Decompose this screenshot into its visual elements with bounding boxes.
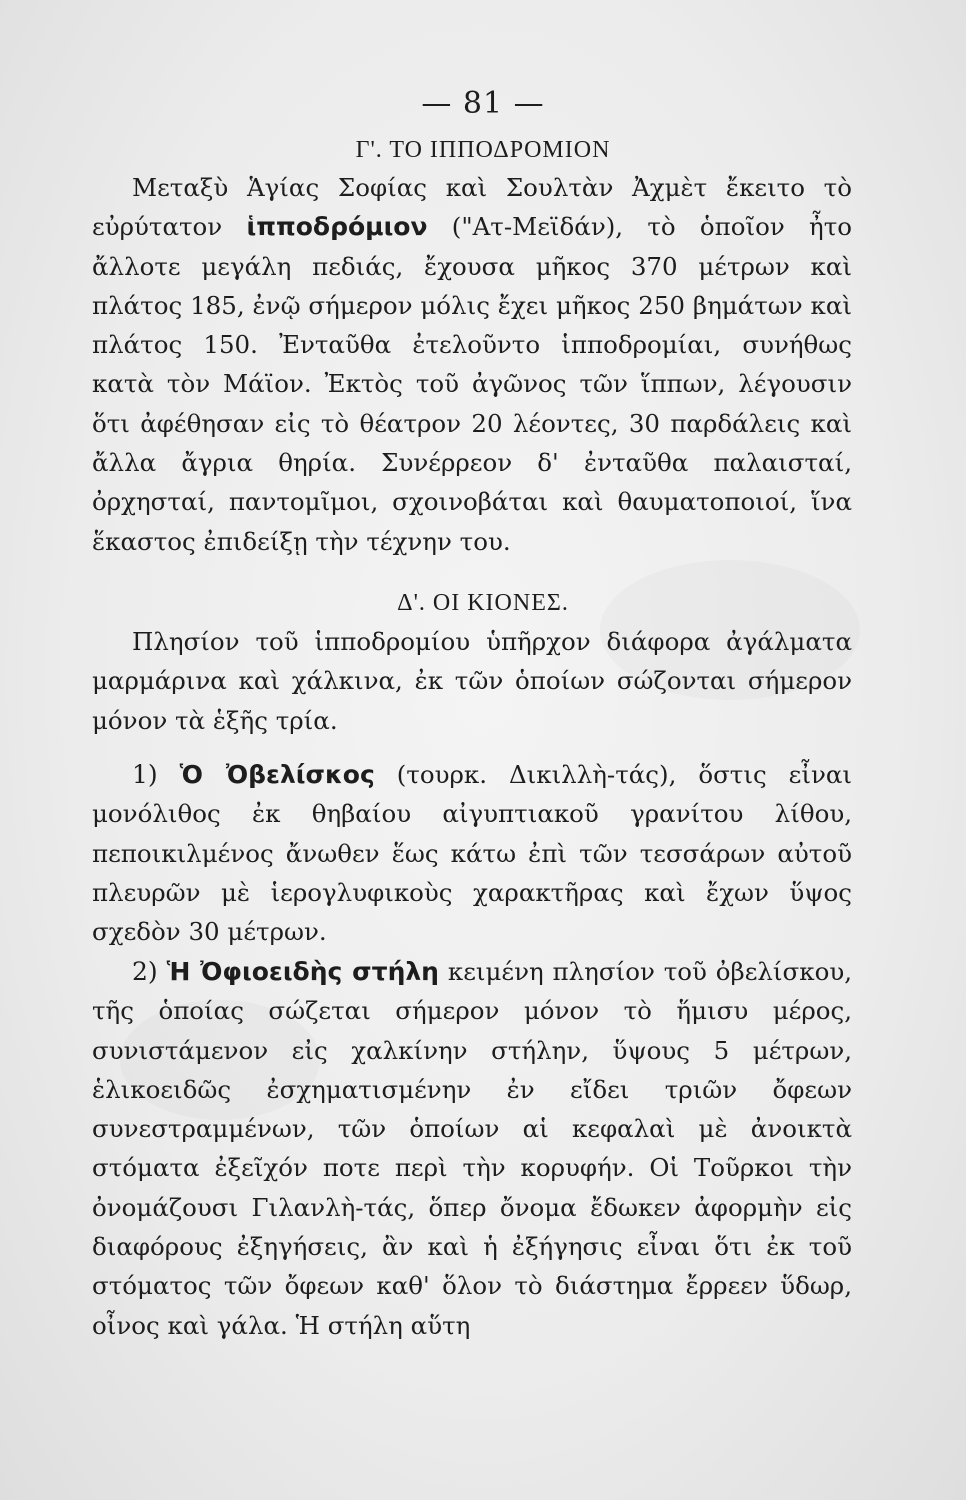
paragraph-text: ("Ατ-Μεϊδάν), τὸ ὁποῖον ἦτο ἄλλοτε μεγάλη πεδιάς, ἔχουσα μῆκος 370 μέτρων καὶ πλάτος 185, ἐνῷ σήμερον μόλις ἔχει μῆκος 250 βημάτων καὶ πλάτος 150. Ἐνταῦθα ἐτελοῦντο ἱπποδρομίαι, συνήθως κατὰ τὸν Μάϊον. Ἐκτὸς τοῦ ἀγῶνος τῶν ἵππων, λέγουσιν ὅτι ἀφέθησαν εἰς τὸ θέατρον 20 λέοντες, 30 παρδάλεις καὶ ἄλλα ἄγρια θηρία. Συνέρρεον δ' ἐνταῦθα παλαισταί, ὀρχησταί, παντομῖμοι, σχοινοβάται καὶ θαυματοποιοί, ἵνα ἕκαστος ἐπιδείξῃ τὴν τέχνην του. [92, 212, 852, 556]
paragraph-text: Πλησίον τοῦ ἱπποδρομίου ὑπῆρχον διάφορα ἀγάλματα μαρμάρινα καὶ χάλκινα, ἐκ τῶν ὁποίων σώζονται σήμερον μόνον τὰ ἑξῆς τρία. [92, 627, 852, 735]
emphasized-term: ἱπποδρόμιον [246, 212, 428, 242]
emphasized-term: Ὁ Ὀβελίσκος [179, 760, 375, 789]
item-number: 2) [132, 957, 158, 986]
section-heading-hippodrome: Γ'. ΤΟ ΙΠΠΟΔΡΟΜΙΟΝ [355, 137, 611, 163]
hippodrome-paragraph [92, 168, 852, 561]
item-number: 1) [132, 760, 158, 789]
emphasized-term: Ἡ Ὀφιοειδὴς στήλη [166, 957, 439, 986]
obelisk-paragraph [92, 755, 852, 951]
columns-intro-paragraph [92, 622, 852, 740]
page-number: — 81 — [421, 86, 545, 121]
paragraph-text: κειμένη πλησίον τοῦ ὀβελίσκου, τῆς ὁποίας σώζεται σήμερον μόνον τὸ ἥμισυ μέρος, συνιστάμενον εἰς χαλκίνην στήλην, ὕψους 5 μέτρων, ἑλικοειδῶς ἐσχηματισμένην ἐν εἴδει τριῶν ὄφεων συνεστραμμένων, τῶν ὁποίων αἱ κεφαλαὶ μὲ ἀνοικτὰ στόματα ἐξεῖχόν ποτε περὶ τὴν κορυφήν. Οἱ Τοῦρκοι τὴν ὀνομάζουσι Γιλανλὴ-τάς, ὅπερ ὄνομα ἔδωκεν ἀφορμὴν εἰς διαφόρους ἐξηγήσεις, ἂν καὶ ἡ ἐξήγησις εἶναι ὅτι ἐκ τοῦ στόματος τῶν ὄφεων καθ' ὅλον τὸ διάστημα ἔρρεεν ὕδωρ, οἶνος καὶ γάλα. Ἡ στήλη αὕτη [92, 957, 853, 1340]
section-heading-columns: Δ'. ΟΙ ΚΙΟΝΕΣ. [397, 590, 569, 616]
serpent-column-paragraph [92, 952, 852, 1345]
paragraph-text: (τουρκ. Δικιλλὴ-τάς), ὅστις εἶναι μονόλιθος ἐκ θηβαίου αἰγυπτιακοῦ γρανίτου λίθου, πεποικιλμένος ἄνωθεν ἕως κάτω ἐπὶ τῶν τεσσάρων αὐτοῦ πλευρῶν μὲ ἱερογλυφικοὺς χαρακτῆρας καὶ ἔχων ὕψος σχεδὸν 30 μέτρων. [92, 760, 853, 947]
paragraph-text: Μεταξὺ Ἁγίας Σοφίας καὶ Σουλτὰν Ἀχμὲτ ἔκειτο τὸ εὐρύτατον [92, 173, 852, 242]
